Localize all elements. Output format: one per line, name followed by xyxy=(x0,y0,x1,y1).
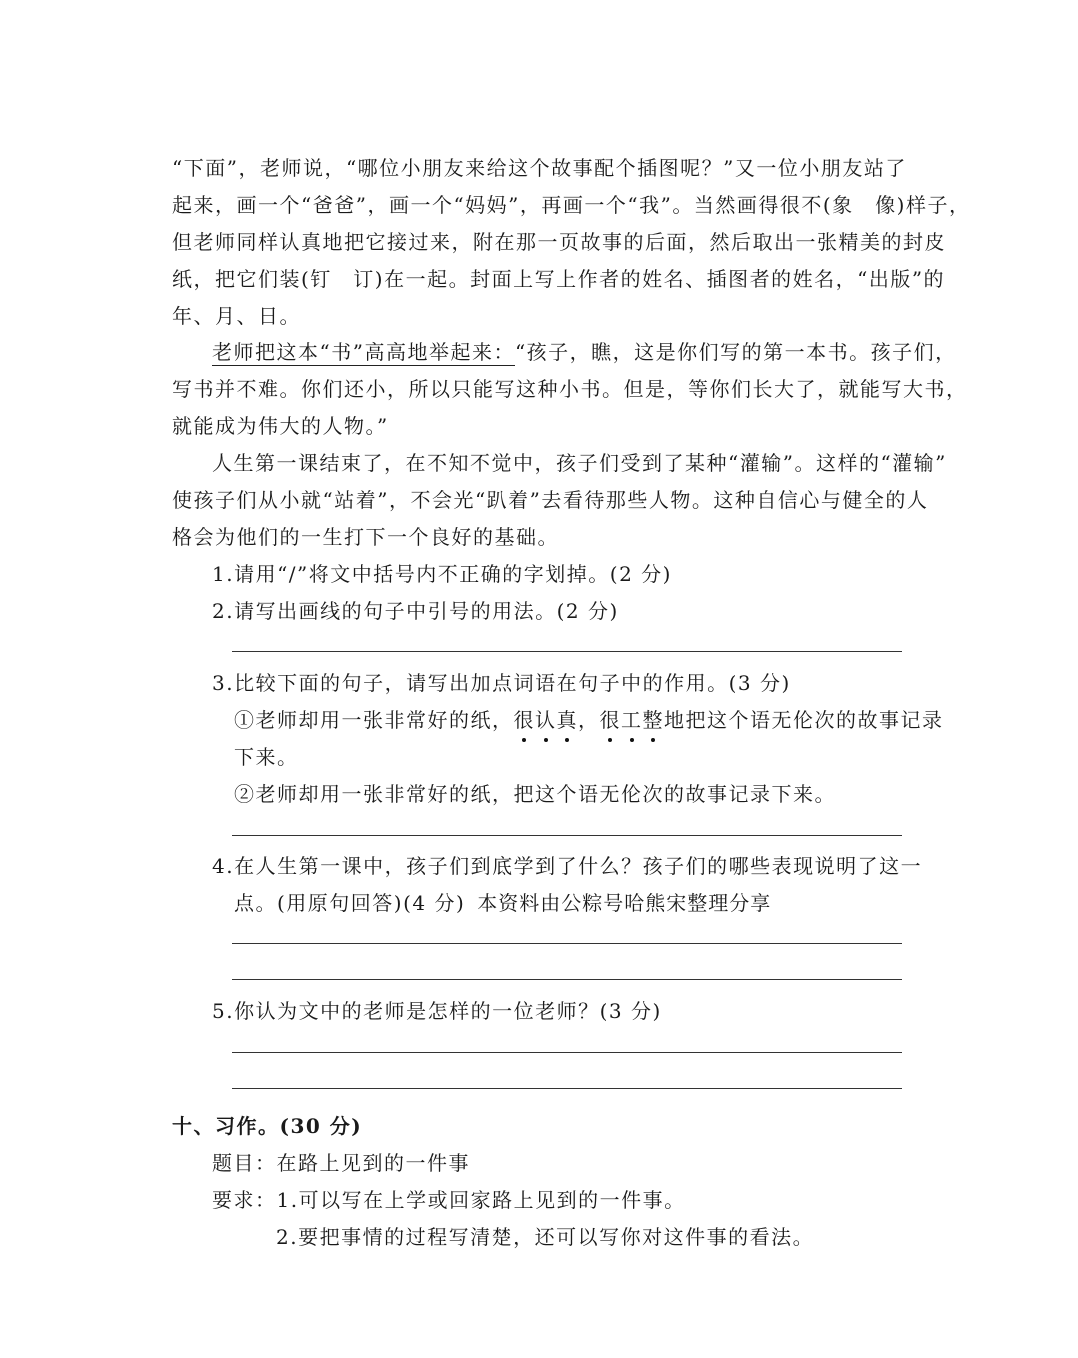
distribution-note: 本资料由公粽号哈熊宋整理分享 xyxy=(477,891,772,915)
answer-line-q2[interactable] xyxy=(232,651,902,652)
question-3-sentence-2: ②老师却用一张非常好的纸，把这个语无伦次的故事记录下来。 xyxy=(234,782,836,806)
question-5: 5.你认为文中的老师是怎样的一位老师？(3 分) xyxy=(212,999,662,1023)
passage2-line-1-rest: “孩子，瞧，这是你们写的第一本书。孩子们， xyxy=(514,340,957,364)
question-4-line-1: 4.在人生第一课中，孩子们到底学到了什么？孩子们的哪些表现说明了这一 xyxy=(212,854,923,878)
question-4-line-2 xyxy=(234,889,771,917)
q3-s1-post: 地把这个语无伦次的故事记录 xyxy=(664,708,944,732)
composition-requirement-1: 要求：1.可以写在上学或回家路上见到的一件事。 xyxy=(212,1188,686,1212)
emph-char: 很 xyxy=(513,708,535,732)
emph-char: 工 xyxy=(621,708,643,732)
question-1: 1.请用“/”将文中括号内不正确的字划掉。(2 分) xyxy=(212,562,672,586)
answer-line-q5-2[interactable] xyxy=(232,1088,902,1089)
composition-topic: 题目：在路上见到的一件事 xyxy=(212,1151,470,1175)
passage2-line-1 xyxy=(212,338,957,366)
passage-line-5: 年、月、日。 xyxy=(172,304,301,328)
emph-char: 认 xyxy=(535,708,557,732)
passage3-line-3: 格会为他们的一生打下一个良好的基础。 xyxy=(172,525,559,549)
composition-requirement-2: 2.要把事情的过程写清楚，还可以写你对这件事的看法。 xyxy=(276,1225,815,1249)
passage-line-4: 纸，把它们装(钉 订)在一起。封面上写上作者的姓名、插图者的姓名，“出版”的 xyxy=(172,267,946,291)
q3-s1-comma: ， xyxy=(578,708,600,732)
answer-line-q5-1[interactable] xyxy=(232,1052,902,1053)
q3-s1-pre: ①老师却用一张非常好的纸， xyxy=(234,708,514,732)
passage3-line-1: 人生第一课结束了，在不知不觉中，孩子们受到了某种“灌输”。这样的“灌输” xyxy=(212,451,947,475)
q4-text: 点。(用原句回答)(4 分) xyxy=(234,891,466,915)
emph-char: 很 xyxy=(599,708,621,732)
question-3-sentence-1-cont: 下来。 xyxy=(234,745,299,769)
question-3: 3.比较下面的句子，请写出加点词语在句子中的作用。(3 分) xyxy=(212,671,791,695)
passage2-line-3: 就能成为伟大的人物。” xyxy=(172,414,389,438)
emph-char: 整 xyxy=(642,708,664,732)
question-3-sentence-1 xyxy=(234,706,944,734)
passage-line-3: 但老师同样认真地把它接过来，附在那一页故事的后面，然后取出一张精美的封皮 xyxy=(172,230,946,254)
question-2: 2.请写出画线的句子中引号的用法。(2 分) xyxy=(212,599,619,623)
passage-line-2: 起来，画一个“爸爸”，画一个“妈妈”，再画一个“我”。当然画得很不(象 像)样子， xyxy=(172,193,971,217)
passage3-line-2: 使孩子们从小就“站着”，不会光“趴着”去看待那些人物。这种自信心与健全的人 xyxy=(172,488,929,512)
answer-line-q3[interactable] xyxy=(232,835,902,836)
composition-heading: 十、习作。(30 分) xyxy=(172,1114,363,1138)
emph-char: 真 xyxy=(556,708,578,732)
passage-line-1: “下面”，老师说，“哪位小朋友来给这个故事配个插图呢？”又一位小朋友站了 xyxy=(172,156,907,180)
answer-line-q4-1[interactable] xyxy=(232,943,902,944)
passage2-line-2: 写书并不难。你们还小，所以只能写这种小书。但是，等你们长大了，就能写大书， xyxy=(172,377,968,401)
answer-line-q4-2[interactable] xyxy=(232,979,902,980)
underlined-sentence: 老师把这本“书”高高地举起来： xyxy=(212,340,515,364)
